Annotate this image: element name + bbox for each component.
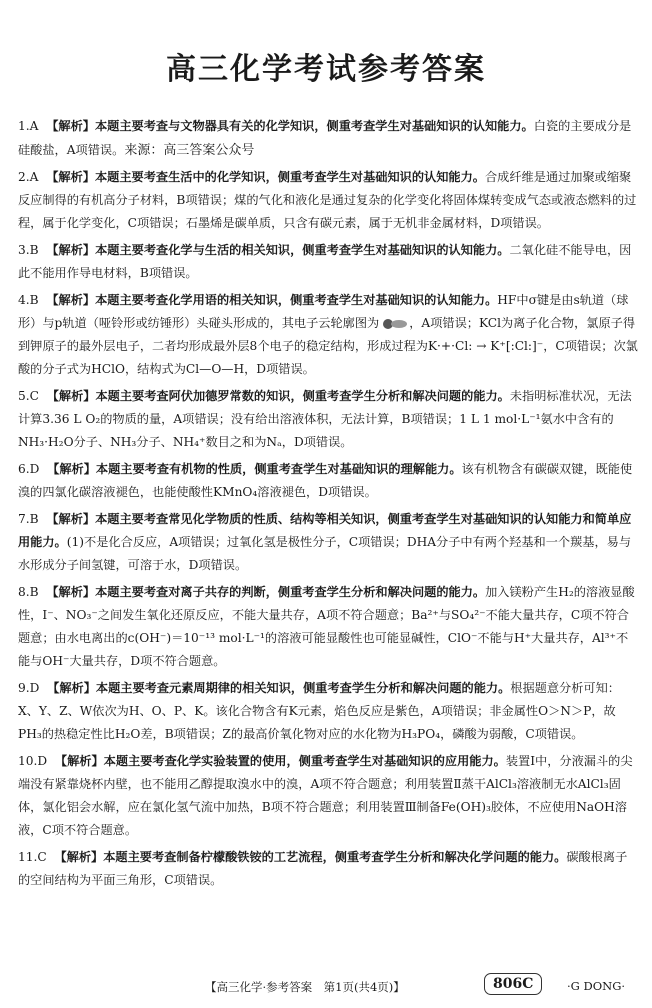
electron-cloud-icon	[379, 318, 409, 330]
answer-letter: D	[29, 462, 40, 476]
analysis-text: 未指明标准状况，无法计算3.36 L O₂的物质的量，A项错误；没有给出溶液体积，无法计算，B项错误；1 L 1 mol·L⁻¹氨水中含有的NH₃·H₂O分子、NH₃分子、NH₄⁺数目之和为Nₐ，D项错误。	[18, 389, 632, 449]
question-number: 4.	[18, 293, 30, 307]
analysis-tag: 【解析】	[46, 512, 96, 526]
question-number: 9.	[18, 681, 30, 695]
answer-item-1	[18, 115, 638, 162]
analysis-lead: 本题主要考查有机物的性质，侧重考查学生对基础知识的理解能力。	[95, 462, 462, 476]
question-number: 5.	[18, 389, 30, 403]
answer-item-3	[18, 239, 638, 285]
analysis-text: (1)不是化合反应，A项错误；过氧化氢是极性分子，C项错误；DHA分子中有两个羟基和一个羰基，易与水形成分子间氢键，可溶于水，D项错误。	[18, 535, 632, 572]
answer-item-9	[18, 677, 638, 746]
answer-item-6	[18, 458, 638, 504]
analysis-text: ，A项错误；KCl为离子化合物，氯原子得到钾原子的最外层电子，二者均形成最外层8个电子的稳定结构，形成过程为	[18, 316, 636, 353]
source-watermark: 来源：高三答案公众号	[124, 142, 255, 157]
analysis-tag: 【解析】	[47, 462, 96, 476]
analysis-tag: 【解析】	[46, 170, 95, 184]
analysis-tag: 【解析】	[46, 585, 96, 599]
analysis-lead: 本题主要考查生活中的化学知识，侧重考查学生对基础知识的认知能力。	[94, 170, 485, 184]
answer-letter: C	[29, 389, 39, 403]
question-number: 11.	[18, 850, 38, 864]
analysis-text: 加入镁粉产生H₂的溶液显酸性，I⁻、NO₃⁻之间发生氧化还原反应，不能大量共存，A项不符合题意；Ba²⁺与SO₄²⁻不能大量共存，C项不符合题意；由水电离出的c(OH⁻)＝10⁻¹³ mol·L⁻¹的溶液可能显酸性也可能显碱性，ClO⁻不能与H⁺大量共存，Al³⁺不能与OH⁻大量共存，D项不符合题意。	[18, 585, 635, 668]
answer-letter: A	[29, 119, 39, 133]
answer-list	[18, 115, 638, 896]
answer-item-2	[18, 166, 638, 235]
question-number: 6.	[18, 462, 30, 476]
analysis-lead: 本题主要考查常见化学物质的性质、结构等相关知识，侧重考查学生对基础知识的认知能力和简单应用能力。	[18, 512, 632, 549]
answer-item-11	[18, 846, 638, 892]
analysis-tag: 【解析】	[46, 119, 95, 133]
page-title: 高三化学考试参考答案	[166, 52, 486, 87]
page-footer	[0, 973, 652, 1003]
analysis-lead: 本题主要考查对离子共存的判断，侧重考查学生分析和解决问题的能力。	[95, 585, 486, 599]
answer-item-4	[18, 289, 638, 381]
formation-formula: K·+·Cl: → K⁺[:Cl:]⁻	[427, 339, 544, 353]
answer-letter: B	[29, 512, 39, 526]
answer-letter: D	[29, 681, 40, 695]
answer-letter: B	[29, 585, 39, 599]
analysis-text: 根据题意分析可知：X、Y、Z、W依次为H、O、P、K。该化合物含有K元素，焰色反应是紫色，A项错误；非金属性O＞N＞P，故PH₃的热稳定性比H₂O差，B项错误；Z的最高价氧化物对应的水化物为H₃PO₄，磷酸为弱酸，C项错误。	[18, 681, 620, 741]
answer-letter: C	[37, 850, 47, 864]
answer-item-7	[18, 508, 638, 577]
question-number: 3.	[18, 243, 30, 257]
analysis-tag: 【解析】	[47, 681, 96, 695]
analysis-tag: 【解析】	[46, 389, 96, 403]
footer-brand: ·G DONG·	[567, 979, 626, 993]
answer-letter: D	[37, 754, 48, 768]
answer-letter: A	[29, 170, 39, 184]
analysis-tag: 【解析】	[46, 293, 96, 307]
analysis-text: 碳酸根离子的空间结构为平面三角形，C项错误。	[18, 850, 628, 887]
analysis-tag: 【解析】	[54, 850, 104, 864]
analysis-text: ，C项错误；次氯酸的分子式为HClO，结构式为Cl—O—H，D项错误。	[18, 339, 638, 376]
analysis-lead: 本题主要考查阿伏加德罗常数的知识，侧重考查学生分析和解决问题的能力。	[95, 389, 510, 403]
analysis-text: HF中σ键是由s轨道（球形）与p轨道（哑铃形或纺锤形）头碰头形成的，其电子云轮廓图为	[18, 293, 629, 330]
answer-letter: B	[29, 293, 39, 307]
answer-item-8	[18, 581, 638, 673]
analysis-lead: 本题主要考查化学与生活的相关知识，侧重考查学生对基础知识的认知能力。	[95, 243, 510, 257]
analysis-text: 装置Ⅰ中，分液漏斗的尖端没有紧靠烧杯内壁，也不能用乙醇提取溴水中的溴，A项不符合题意；利用装置Ⅱ蒸干AlCl₃溶液制无水AlCl₃固体，氯化铝会水解，应在氯化氢气流中加热，B项不符合题意；利用装置Ⅲ制备Fe(OH)₃胶体，不应使用NaOH溶液，C项不符合题意。	[18, 754, 633, 837]
question-number: 1.	[18, 119, 30, 133]
answer-letter: B	[29, 243, 39, 257]
question-number: 7.	[18, 512, 30, 526]
analysis-lead: 本题主要考查与文物器具有关的化学知识，侧重考查学生对基础知识的认知能力。	[94, 119, 534, 133]
analysis-lead: 本题主要考查化学实验装置的使用，侧重考查学生对基础知识的应用能力。	[103, 754, 506, 768]
answer-item-5	[18, 385, 638, 454]
analysis-lead: 本题主要考查元素周期律的相关知识，侧重考查学生分析和解决问题的能力。	[95, 681, 511, 695]
analysis-lead: 本题主要考查制备柠檬酸铁铵的工艺流程，侧重考查学生分析和解决化学问题的能力。	[103, 850, 567, 864]
analysis-lead: 本题主要考查化学用语的相关知识，侧重考查学生对基础知识的认知能力。	[95, 293, 498, 307]
analysis-tag: 【解析】	[54, 754, 104, 768]
question-number: 2.	[18, 170, 30, 184]
analysis-text: 二氧化硅不能导电，因此不能用作导电材料，B项错误。	[18, 243, 632, 280]
answer-item-10	[18, 750, 638, 842]
analysis-text: 合成纤维是通过加聚或缩聚反应制得的有机高分子材料，B项错误；煤的气化和液化是通过复杂的化学变化将固体煤转变成气态或液态燃料的过程，属于化学变化，C项错误；石墨烯是碳单质，只含有碳元素，属于无机非金属材料，D项错误。	[18, 170, 637, 230]
question-number: 8.	[18, 585, 30, 599]
question-number: 10.	[18, 754, 38, 768]
analysis-tag: 【解析】	[46, 243, 96, 257]
footer-code-badge: 806C	[484, 973, 542, 995]
footer-page-info: 【高三化学·参考答案 第1页(共4页)】	[205, 980, 405, 994]
analysis-text: 白瓷的主要成分是硅酸盐，A项错误。	[18, 119, 632, 157]
analysis-text: 该有机物含有碳碳双键，既能使溴的四氯化碳溶液褪色，也能使酸性KMnO₄溶液褪色，D项错误。	[18, 462, 633, 499]
